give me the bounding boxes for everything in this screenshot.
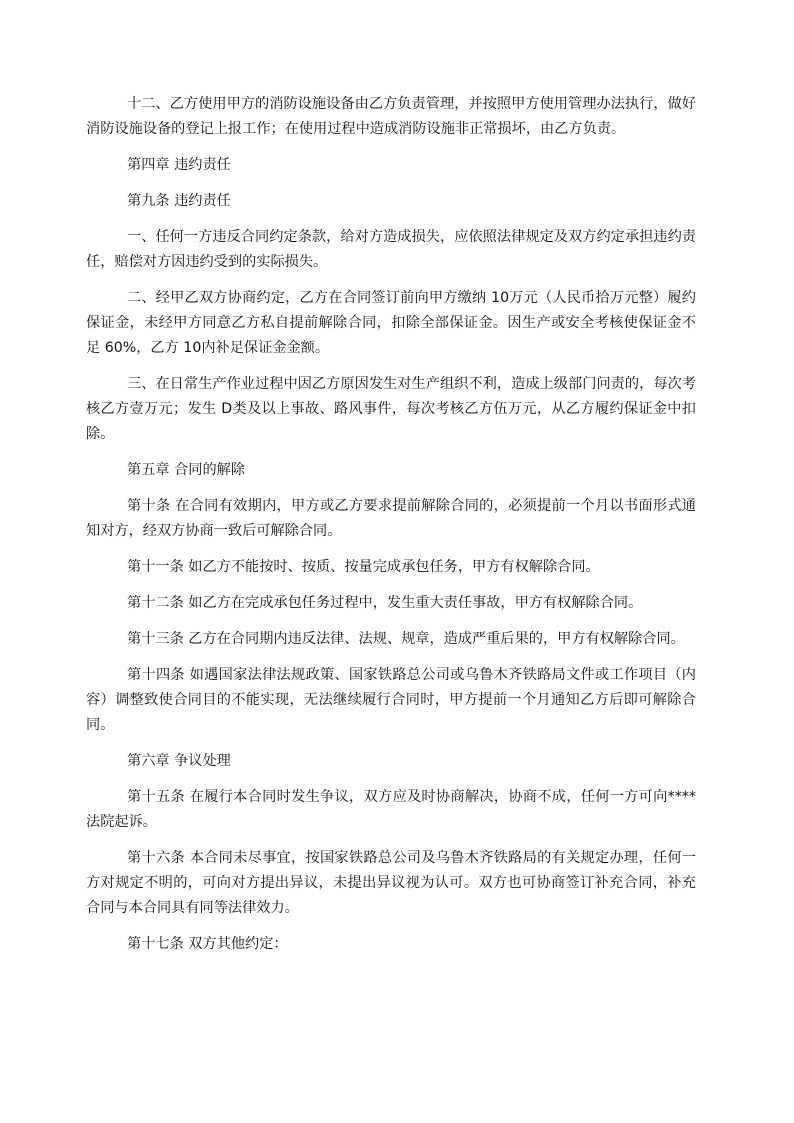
article-15: 第十五条 在履行本合同时发生争议，双方应及时协商解决，协商不成，任何一方可向****法院起诉。: [86, 789, 696, 830]
article-13: 第十三条 乙方在合同期内违反法律、法规、规章，造成严重后果的，甲方有权解除合同。: [127, 631, 685, 647]
article-12: 第十二条 如乙方在完成承包任务过程中，发生重大责任事故，甲方有权解除合同。: [127, 595, 643, 611]
article-17-heading: 第十七条 双方其他约定：: [127, 936, 288, 952]
clause-12-fire-facilities: 十二、乙方使用甲方的消防设施设备由乙方负责管理，并按照甲方使用管理办法执行，做好消防设施设备的登记上报工作；在使用过程中造成消防设施非正常损坏，由乙方负责。: [86, 96, 696, 137]
chapter-5-heading: 第五章 合同的解除: [127, 462, 246, 478]
article-11: 第十一条 如乙方不能按时、按质、按量完成承包任务，甲方有权解除合同。: [127, 559, 600, 575]
breach-clause-3: 三、在日常生产作业过程中因乙方原因发生对生产组织不利，造成上级部门问责的，每次考核乙方壹万元；发生 D类及以上事故、路风事件，每次考核乙方伍万元，从乙方履约保证金中扣除。: [86, 376, 696, 442]
breach-clause-2: 二、经甲乙双方协商约定，乙方在合同签订前向甲方缴纳 10万元（人民币拾万元整）履约保证金，未经甲方同意乙方私自提前解除合同，扣除全部保证金。因生产或安全考核使保证金不足 60%，乙方 10内补足保证金金额。: [86, 290, 696, 356]
article-10: 第十条 在合同有效期内，甲方或乙方要求提前解除合同的，必须提前一个月以书面形式通知对方，经双方协商一致后可解除合同。: [86, 498, 696, 539]
article-9-heading: 第九条 违约责任: [127, 193, 231, 209]
article-14: 第十四条 如遇国家法律法规政策、国家铁路总公司或乌鲁木齐铁路局文件或工作项目（内容）调整致使合同目的不能实现，无法继续履行合同时，甲方提前一个月通知乙方后即可解除合同。: [86, 667, 696, 733]
chapter-4-heading: 第四章 违约责任: [127, 157, 231, 173]
chapter-6-heading: 第六章 争议处理: [127, 753, 231, 769]
breach-clause-1: 一、任何一方违反合同约定条款，给对方造成损失，应依照法律规定及双方约定承担违约责任，赔偿对方因违约受到的实际损失。: [86, 229, 696, 270]
article-16: 第十六条 本合同未尽事宜，按国家铁路总公司及乌鲁木齐铁路局的有关规定办理，任何一方对规定不明的，可向对方提出异议，未提出异议视为认可。双方也可协商签订补充合同，补充合同与本合同具有同等法律效力。: [86, 850, 696, 916]
